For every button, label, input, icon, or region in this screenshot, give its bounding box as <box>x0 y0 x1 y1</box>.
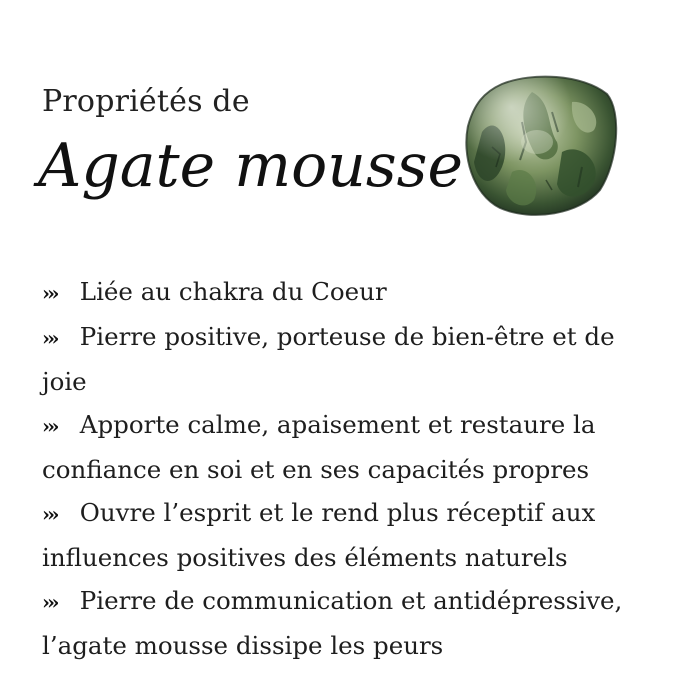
list-item-text: Apporte calme, apaisement et restaure la confiance en soi et en ses capacités propres <box>42 410 596 484</box>
list-item <box>42 491 642 579</box>
double-arrow-icon: ›» <box>42 326 57 350</box>
properties-list <box>42 270 642 667</box>
list-item <box>42 403 642 491</box>
list-item <box>42 315 642 403</box>
list-item-text: Pierre de communication et antidépressive, l’agate mousse dissipe les peurs <box>42 586 623 660</box>
list-item-text: Ouvre l’esprit et le rend plus réceptif aux influences positives des éléments naturels <box>42 498 596 572</box>
page-title: Agate mousse <box>38 131 463 201</box>
double-arrow-icon: ›» <box>42 502 57 526</box>
list-item-text: Pierre positive, porteuse de bien-être et de joie <box>42 322 615 396</box>
double-arrow-icon: ›» <box>42 281 57 305</box>
page-subtitle: Propriétés de <box>42 84 250 119</box>
list-item <box>42 579 642 667</box>
double-arrow-icon: ›» <box>42 414 57 438</box>
moss-agate-stone-image <box>462 72 618 220</box>
list-item <box>42 270 642 315</box>
list-item-text: Liée au chakra du Coeur <box>79 277 387 306</box>
double-arrow-icon: ›» <box>42 590 57 614</box>
